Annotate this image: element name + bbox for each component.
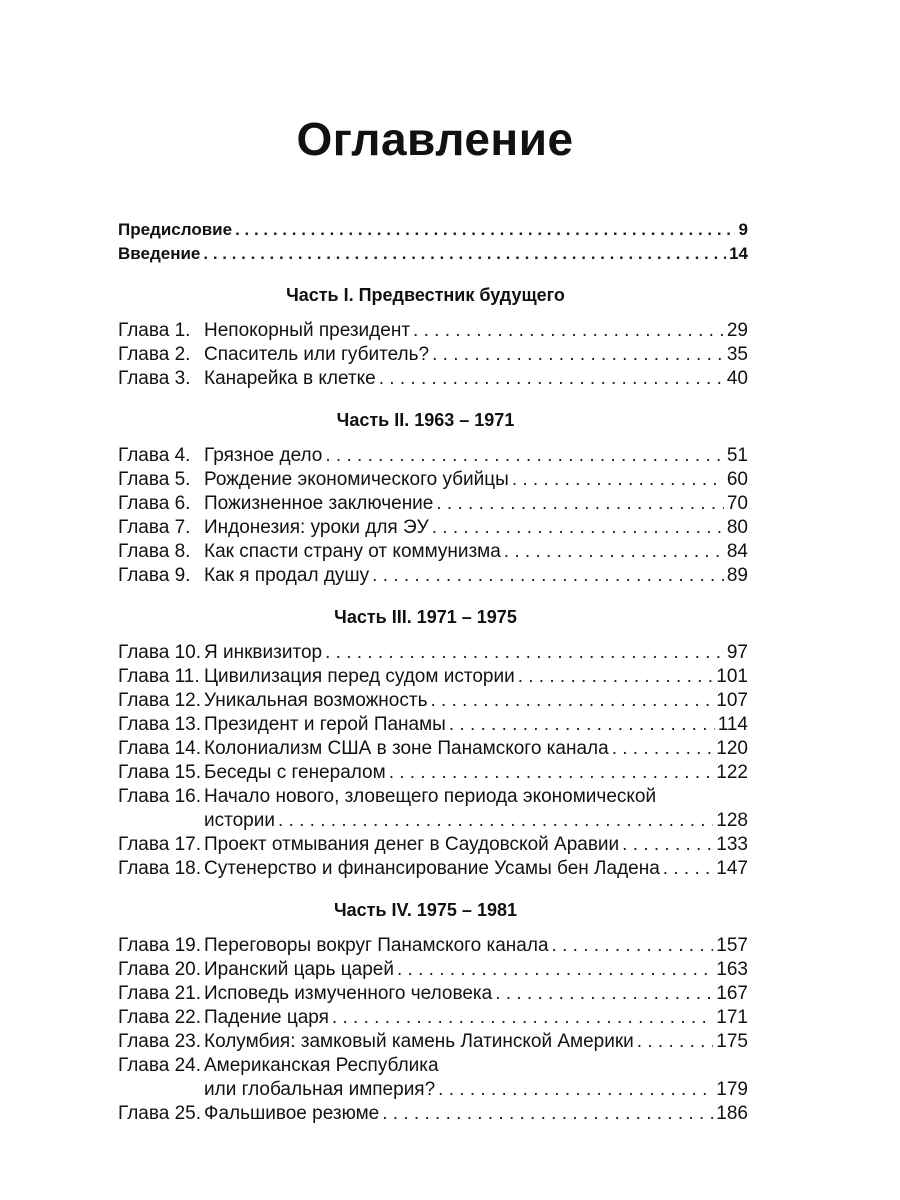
chapter-number: Глава 15. bbox=[118, 762, 202, 783]
chapter-number: Глава 13. bbox=[118, 714, 202, 735]
toc-entry bbox=[118, 934, 748, 958]
toc-entry bbox=[118, 761, 748, 785]
toc-entry-title: Начало нового, зловещего периода экономической bbox=[204, 786, 657, 807]
leader-dots bbox=[637, 1030, 714, 1054]
leader-dots bbox=[504, 540, 724, 564]
leader-dots bbox=[495, 982, 713, 1006]
toc-entry-title: Канарейка в клетке bbox=[204, 368, 376, 389]
toc-entry-title: Индонезия: уроки для ЭУ bbox=[204, 517, 429, 538]
chapter-number: Глава 8. bbox=[118, 541, 191, 562]
leader-dots bbox=[518, 665, 714, 689]
toc-entry bbox=[118, 319, 748, 343]
part-heading: Часть IV. 1975 – 1981 bbox=[333, 900, 517, 920]
chapter-number: Глава 21. bbox=[118, 983, 202, 1004]
leader-dots bbox=[203, 242, 726, 266]
toc-entry-page: 147 bbox=[716, 858, 748, 879]
toc-entry-page: 171 bbox=[716, 1007, 748, 1028]
leader-dots bbox=[325, 444, 723, 468]
toc-entry-continuation bbox=[118, 809, 748, 833]
toc-entry-title: Фальшивое резюме bbox=[204, 1103, 380, 1124]
chapter-number: Глава 9. bbox=[118, 565, 191, 586]
chapter-number: Глава 3. bbox=[118, 368, 191, 389]
toc-entry-title: Предисловие bbox=[118, 220, 233, 239]
leader-dots bbox=[436, 492, 723, 516]
page-title: Оглавление bbox=[296, 113, 574, 165]
toc-entry-continuation bbox=[118, 1078, 748, 1102]
toc-entry-title: Уникальная возможность bbox=[204, 690, 428, 711]
chapter-number: Глава 25. bbox=[118, 1103, 202, 1124]
toc-entry-title: Колониализм США в зоне Панамского канала bbox=[204, 738, 609, 759]
leader-dots bbox=[430, 689, 713, 713]
toc-entry-title: Президент и герой Панамы bbox=[204, 714, 446, 735]
toc-entry-page: 120 bbox=[716, 738, 748, 759]
toc-entry bbox=[118, 1054, 748, 1078]
toc-entry bbox=[118, 737, 748, 761]
toc-entry-title-continued: истории bbox=[204, 810, 275, 831]
toc-entry bbox=[118, 665, 748, 689]
toc-entry-page: 60 bbox=[726, 469, 748, 490]
leader-dots bbox=[449, 713, 715, 737]
toc-entry-page: 9 bbox=[738, 220, 748, 239]
toc-entry bbox=[118, 540, 748, 564]
chapter-number: Глава 12. bbox=[118, 690, 202, 711]
leader-dots bbox=[389, 761, 714, 785]
toc-entry bbox=[118, 516, 748, 540]
toc-entry-page: 35 bbox=[726, 344, 748, 365]
chapter-number: Глава 24. bbox=[118, 1055, 202, 1076]
toc-entry-title: Цивилизация перед судом истории bbox=[204, 666, 515, 687]
leader-dots bbox=[438, 1078, 713, 1102]
toc-entry-page: 40 bbox=[726, 368, 748, 389]
chapter-number: Глава 16. bbox=[118, 786, 202, 807]
leader-dots bbox=[413, 319, 724, 343]
leader-dots bbox=[372, 564, 724, 588]
toc-entry-page: 167 bbox=[716, 983, 748, 1004]
chapter-number: Глава 14. bbox=[118, 738, 202, 759]
chapter-number: Глава 11. bbox=[118, 666, 200, 687]
leader-dots bbox=[432, 516, 724, 540]
leader-dots bbox=[552, 934, 714, 958]
chapter-number: Глава 23. bbox=[118, 1031, 202, 1052]
chapter-number: Глава 18. bbox=[118, 858, 202, 879]
toc-entry-page: 114 bbox=[717, 714, 748, 735]
chapter-number: Глава 7. bbox=[118, 517, 191, 538]
toc-entry-title: Я инквизитор bbox=[204, 642, 323, 663]
chapter-number: Глава 17. bbox=[118, 834, 202, 855]
toc-entry-title: Переговоры вокруг Панамского канала bbox=[204, 935, 549, 956]
chapter-number: Глава 1. bbox=[118, 320, 191, 341]
toc-entry-page: 107 bbox=[716, 690, 748, 711]
leader-dots bbox=[432, 343, 724, 367]
toc-entry bbox=[118, 468, 748, 492]
part-heading: Часть I. Предвестник будущего bbox=[286, 285, 565, 305]
toc-entry-page: 84 bbox=[726, 541, 748, 562]
leader-dots bbox=[379, 367, 724, 391]
toc-entry-page: 163 bbox=[716, 959, 748, 980]
toc-entry bbox=[118, 689, 748, 713]
toc-entry-title: Проект отмывания денег в Саудовской Аравии bbox=[204, 834, 620, 855]
toc-entry-title: Спаситель или губитель? bbox=[204, 344, 430, 365]
leader-dots bbox=[622, 833, 713, 857]
toc-entry-title: Исповедь измученного человека bbox=[204, 983, 493, 1004]
toc-entry-page: 29 bbox=[726, 320, 748, 341]
toc-entry-title: Падение царя bbox=[204, 1007, 329, 1028]
toc-entry-page: 80 bbox=[726, 517, 748, 538]
toc-entry-page: 133 bbox=[716, 834, 748, 855]
leader-dots bbox=[663, 857, 714, 881]
toc-entry bbox=[118, 564, 748, 588]
leader-dots bbox=[612, 737, 714, 761]
leader-dots bbox=[397, 958, 713, 982]
toc-entry bbox=[118, 713, 748, 737]
toc-entry bbox=[118, 833, 748, 857]
part-heading: Часть III. 1971 – 1975 bbox=[334, 607, 517, 627]
chapter-number: Глава 2. bbox=[118, 344, 191, 365]
toc-entry-title: Грязное дело bbox=[204, 445, 323, 466]
toc-entry bbox=[118, 641, 748, 665]
toc-entry-page: 89 bbox=[726, 565, 748, 586]
leader-dots bbox=[235, 218, 735, 242]
toc-entry bbox=[118, 857, 748, 881]
toc-entry-title: Сутенерство и финансирование Усамы бен Ладена bbox=[204, 858, 660, 879]
toc-entry-title: Как спасти страну от коммунизма bbox=[204, 541, 501, 562]
chapter-number: Глава 20. bbox=[118, 959, 202, 980]
chapter-number: Глава 10. bbox=[118, 642, 202, 663]
toc-entry-page: 101 bbox=[716, 666, 748, 687]
toc-entry-page: 70 bbox=[726, 493, 748, 514]
toc-entry bbox=[118, 343, 748, 367]
toc-entry bbox=[118, 1102, 748, 1126]
leader-dots bbox=[325, 641, 724, 665]
part-heading: Часть II. 1963 – 1971 bbox=[336, 410, 515, 430]
toc-entry bbox=[118, 982, 748, 1006]
chapter-number: Глава 6. bbox=[118, 493, 191, 514]
leader-dots bbox=[332, 1006, 713, 1030]
toc-entry-title-continued: или глобальная империя? bbox=[204, 1079, 436, 1100]
toc-entry-page: 14 bbox=[729, 244, 748, 263]
toc-entry-title: Непокорный президент bbox=[204, 320, 411, 341]
toc-entry-title: Беседы с генералом bbox=[204, 762, 386, 783]
toc-entry-title: Колумбия: замковый камень Латинской Америки bbox=[204, 1031, 634, 1052]
toc-entry-page: 157 bbox=[716, 935, 748, 956]
toc-entry bbox=[118, 1006, 748, 1030]
toc-entry-page: 186 bbox=[716, 1103, 748, 1124]
leader-dots bbox=[382, 1102, 713, 1126]
toc-entry-page: 97 bbox=[726, 642, 748, 663]
toc-entry-title: Иранский царь царей bbox=[204, 959, 394, 980]
toc-entry-title: Введение bbox=[118, 244, 201, 263]
toc-entry-page: 175 bbox=[716, 1031, 748, 1052]
toc-entry-page: 128 bbox=[716, 810, 748, 831]
toc-entry bbox=[118, 1030, 748, 1054]
toc-entry bbox=[118, 492, 748, 516]
toc-entry-introduction bbox=[118, 242, 748, 266]
toc-entry bbox=[118, 367, 748, 391]
toc-entry-page: 51 bbox=[726, 445, 748, 466]
toc-entry-title: Рождение экономического убийцы bbox=[204, 469, 509, 490]
toc-entry bbox=[118, 444, 748, 468]
chapter-number: Глава 5. bbox=[118, 469, 191, 490]
chapter-number: Глава 22. bbox=[118, 1007, 202, 1028]
toc-entry-page: 122 bbox=[716, 762, 748, 783]
chapter-number: Глава 19. bbox=[118, 935, 202, 956]
table-of-contents bbox=[118, 218, 748, 1126]
leader-dots bbox=[512, 468, 724, 492]
toc-entry bbox=[118, 958, 748, 982]
chapter-number: Глава 4. bbox=[118, 445, 191, 466]
toc-entry-page: 179 bbox=[716, 1079, 748, 1100]
toc-entry-title: Американская Республика bbox=[204, 1055, 439, 1076]
toc-entry bbox=[118, 785, 748, 809]
leader-dots bbox=[278, 809, 713, 833]
toc-entry-title: Как я продал душу bbox=[204, 565, 370, 586]
toc-entry-title: Пожизненное заключение bbox=[204, 493, 434, 514]
toc-entry-preface bbox=[118, 218, 748, 242]
